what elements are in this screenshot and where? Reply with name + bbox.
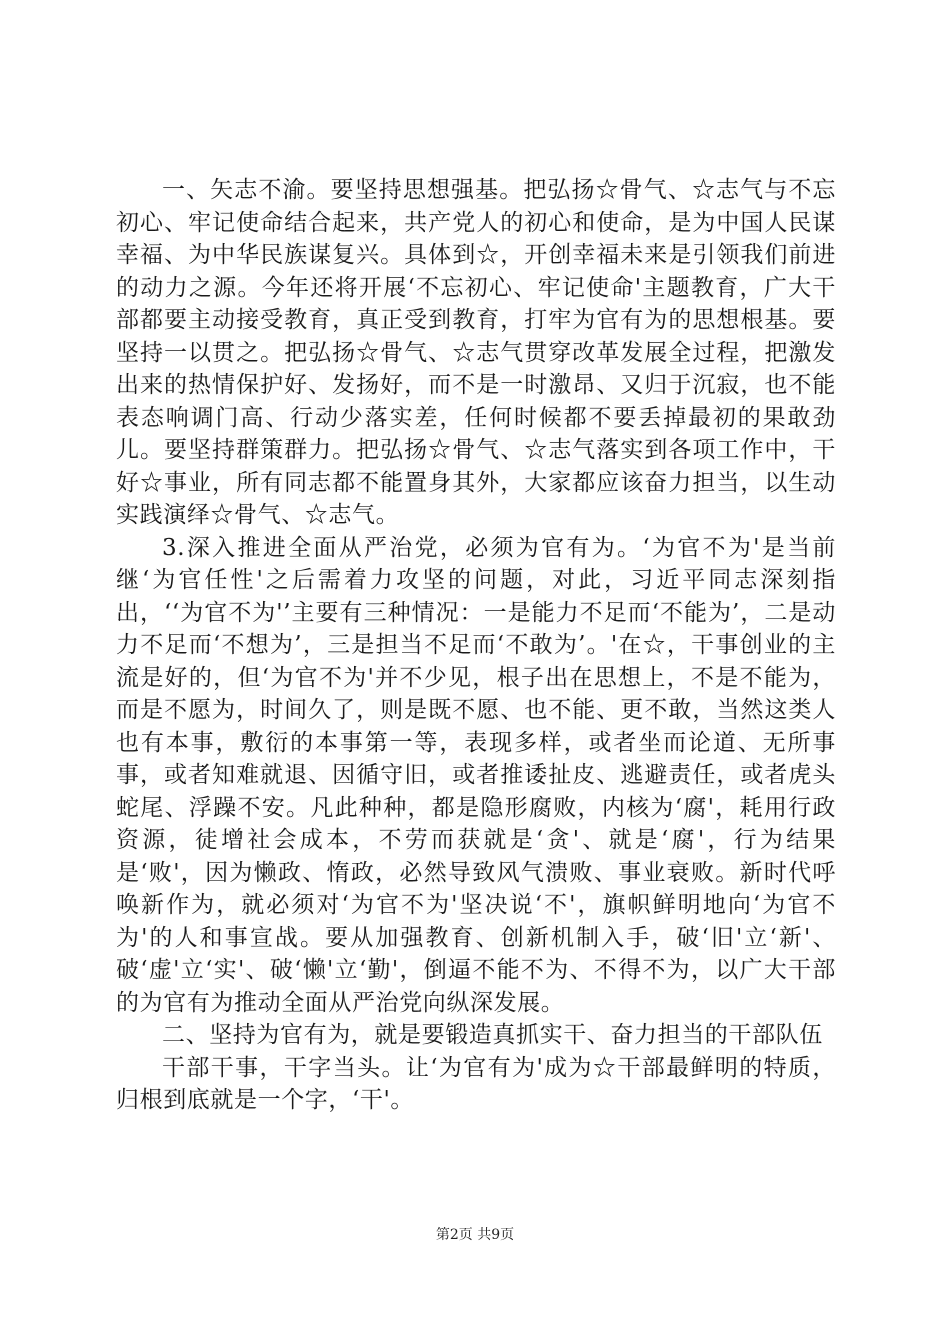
paragraph-1: 一、矢志不渝。要坚持思想强基。把弘扬☆骨气、☆志气与不忘初心、牢记使命结合起来，共产党人的初心和使命，是为中国人民谋幸福、为中华民族谋复兴。具体到☆，开创幸福未来是引领我们前进的动力之源。今年还将开展‘不忘初心、牢记使命'主题教育，广大干部都要主动接受教育，真正受到教育，打牢为官有为的思想根基。要坚持一以贯之。把弘扬☆骨气、☆志气贯穿改革发展全过程，把激发出来的热情保护好、发扬好，而不是一时激昂、又归于沉寂，也不能表态响调门高、行动少落实差，任何时候都不要丢掉最初的果敢劲儿。要坚持群策群力。把弘扬☆骨气、☆志气落实到各项工作中，干好☆事业，所有同志都不能置身其外，大家都应该奋力担当，以生动实践演绎☆骨气、☆志气。 [116,177,836,528]
document-body [116,174,836,1117]
paragraph-3: 干部干事，干字当头。让‘为官有为'成为☆干部最鲜明的特质，归根到底就是一个字，‘干'。 [116,1054,836,1113]
section-heading: 二、坚持为官有为，就是要锻造真抓实干、奋力担当的干部队伍 [162,1022,823,1048]
page-footer: 第2页 共9页 [435,1227,515,1243]
paragraph-2: 3.深入推进全面从严治党，必须为官有为。‘为官不为'是当前继‘为官任性'之后需着力攻坚的问题，对此，习近平同志深刻指出，‘‘为官不为'’主要有三种情况：一是能力不足而‘不能为’，二是动力不足而‘不想为’，三是担当不足而‘不敢为’。'在☆，干事创业的主流是好的，但‘为官不为'并不少见，根子出在思想上，不是不能为，而是不愿为，时间久了，则是既不愿、也不能、更不敢，当然这类人也有本事，敷衍的本事第一等，表现多样，或者坐而论道、无所事事，或者知难就退、因循守旧，或者推诿扯皮、逃避责任，或者虎头蛇尾、浮躁不安。凡此种种，都是隐形腐败，内核为‘腐'，耗用行政资源，徒增社会成本，不劳而获就是‘贪'、就是‘腐'，行为结果是‘败'，因为懒政、惰政，必然导致风气溃败、事业衰败。新时代呼唤新作为，就必须对‘为官不为'坚决说‘不'，旗帜鲜明地向‘为官不为'的人和事宣战。要从加强教育、创新机制入手，破‘旧'立‘新'、破‘虚'立‘实'、破‘懒'立‘勤'，倒逼不能不为、不得不为，以广大干部的为官有为推动全面从严治党向纵深发展。 [116,534,836,1016]
